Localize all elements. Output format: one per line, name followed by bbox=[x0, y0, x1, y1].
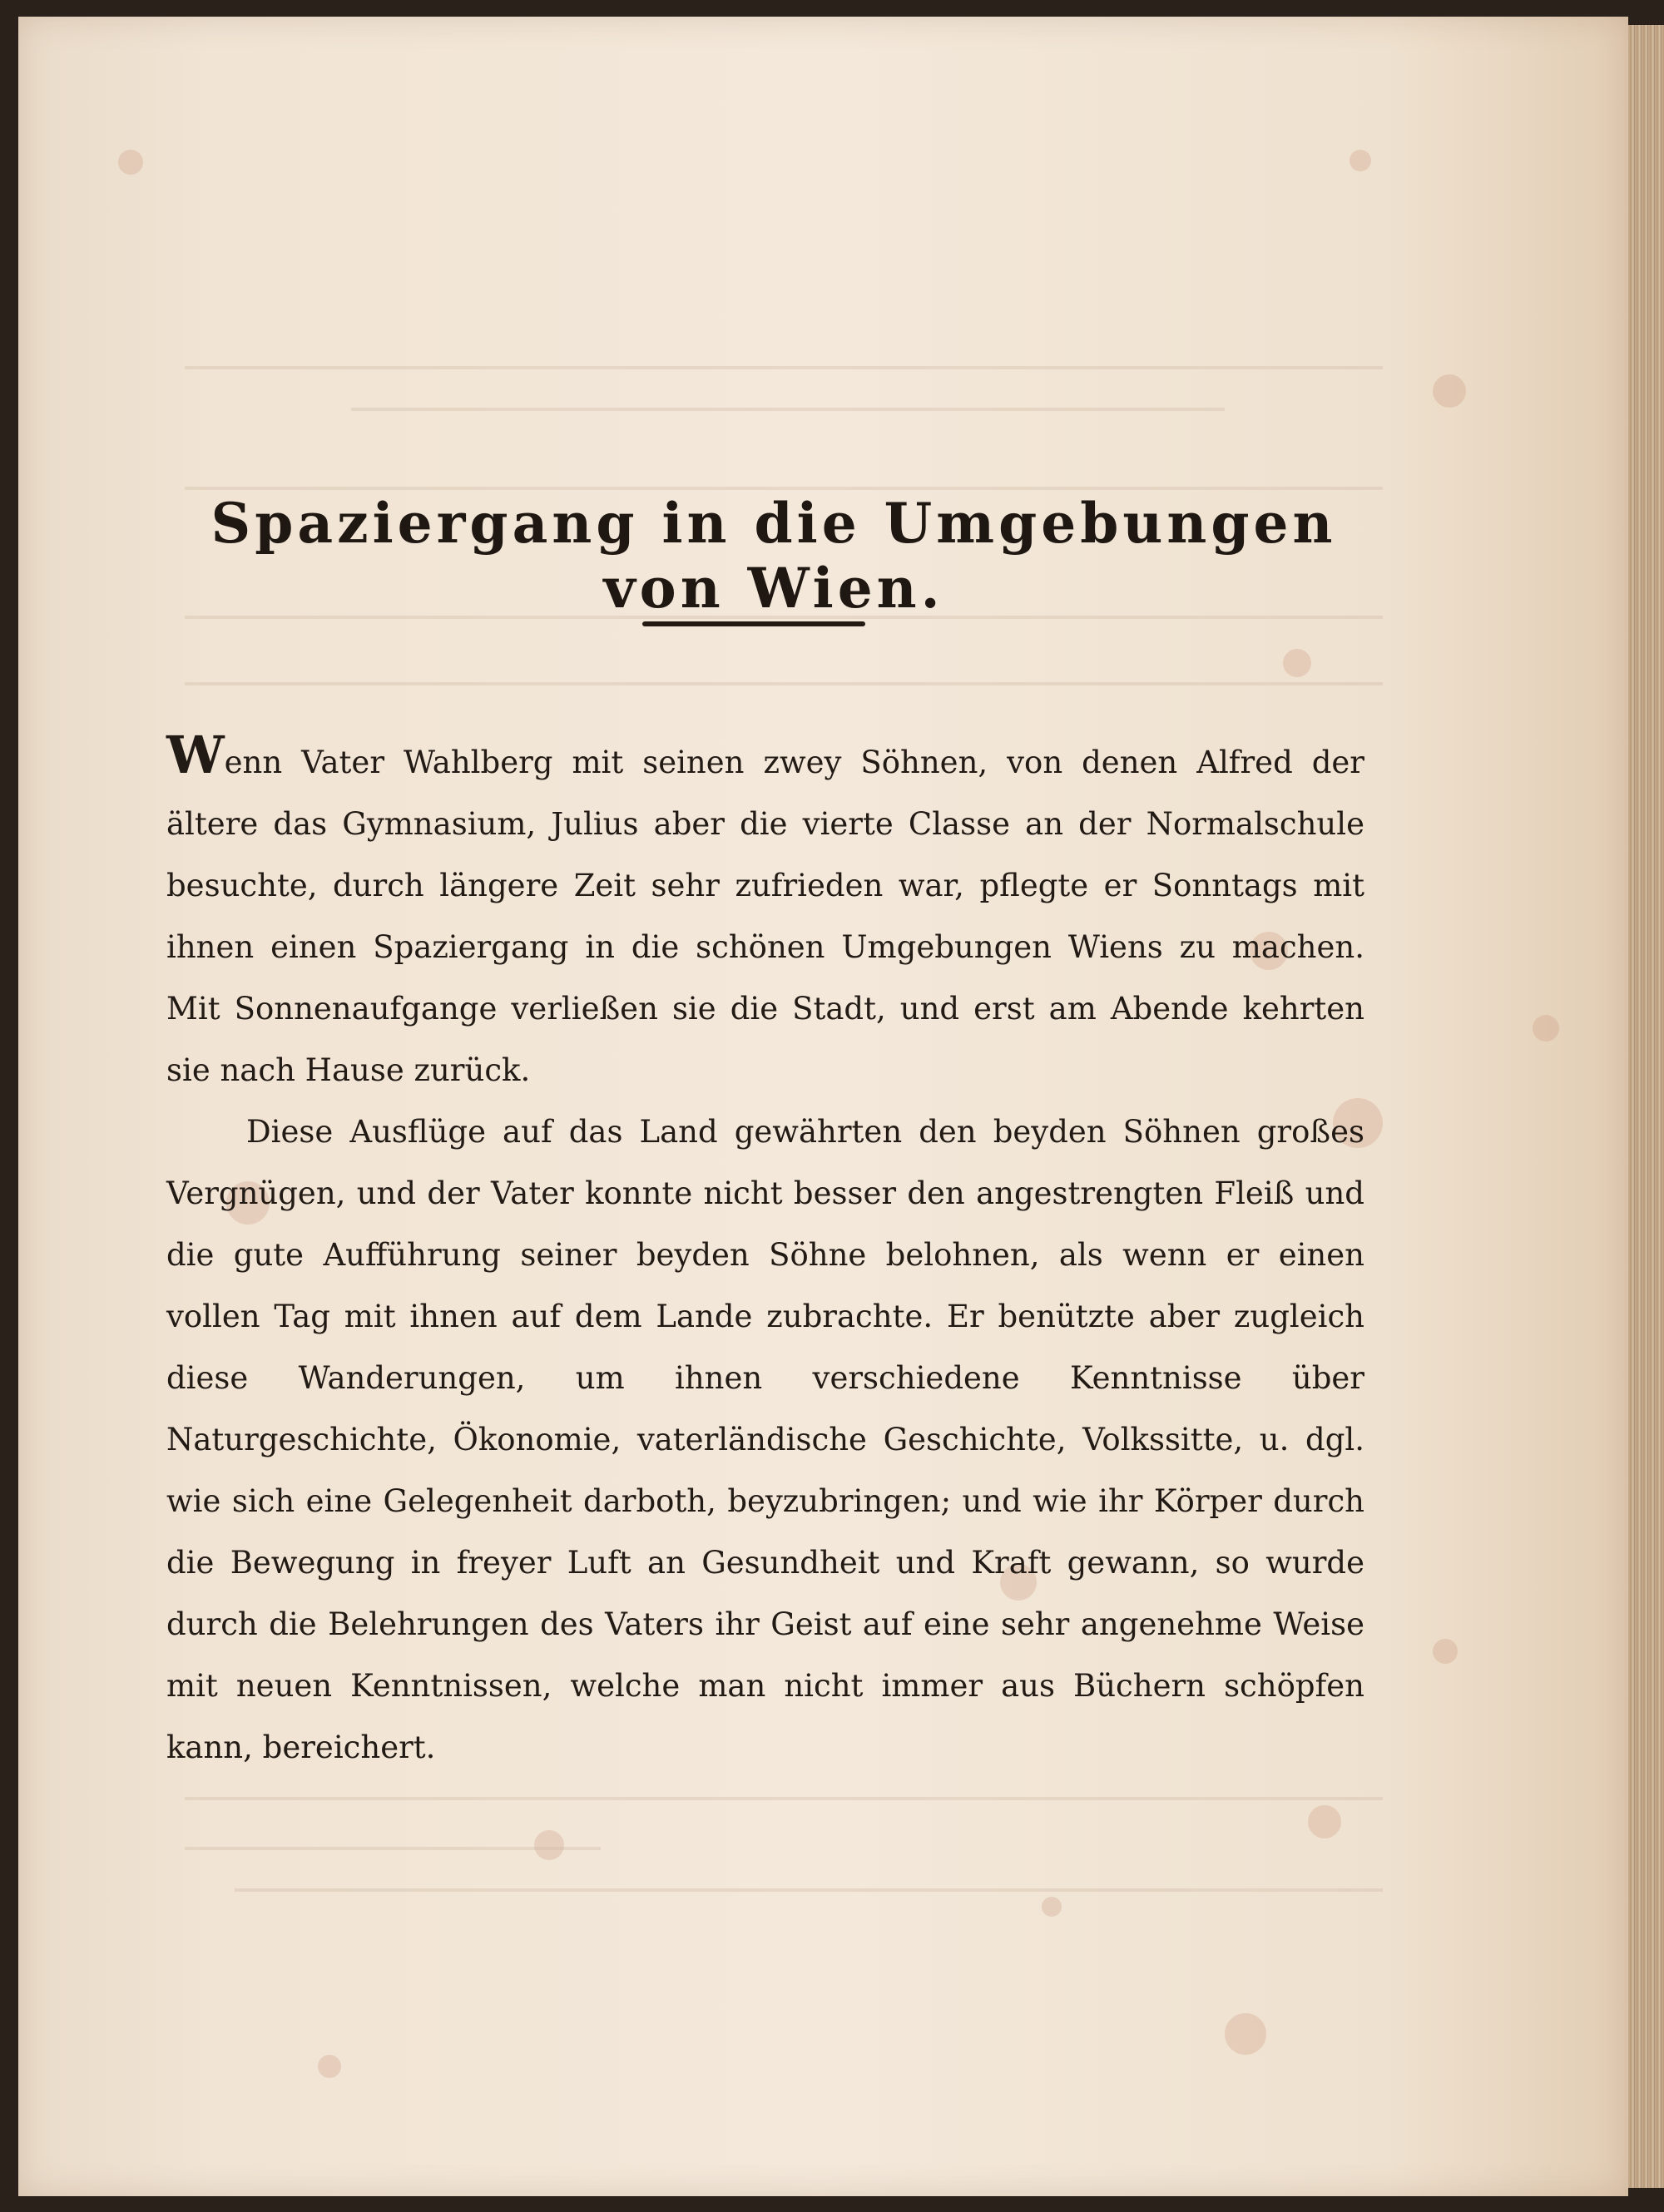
paragraph bbox=[166, 725, 1364, 1101]
foxing-stain bbox=[1308, 1805, 1341, 1838]
title-divider bbox=[642, 621, 865, 626]
foxing-stain bbox=[1042, 1897, 1062, 1917]
book-page-edges bbox=[1628, 25, 1664, 2188]
paragraph-text: Diese Ausflüge auf das Land gewährten den beyden Söhnen großes Vergnügen, und der Vater konnte nicht besser den angestrengten Fleiß und die gute Aufführung seiner beyden Söhne belohnen, als wenn er einen vollen Tag mit ihnen auf dem Lande zubrachte. Er benützte aber zugleich diese Wanderungen, um ihnen verschiedene Kenntnisse über Naturgeschichte, Ökonomie, vaterländische Geschichte, Volkssitte, u. dgl. wie sich eine Gelegenheit darboth, beyzubringen; und wie ihr Körper durch die Bewegung in freyer Luft an Gesundheit und Kraft gewann, so wurde durch die Belehrungen des Vaters ihr Geist auf eine sehr angenehme Weise mit neuen Kenntnissen, welche man nicht immer aus Büchern schöpfen kann, bereichert. bbox=[166, 1114, 1364, 1765]
foxing-stain bbox=[1433, 1639, 1458, 1664]
foxing-stain bbox=[318, 2055, 341, 2078]
bleed-through-line bbox=[185, 1847, 601, 1850]
page-title: Spaziergang in die Umgebungen von Wien. bbox=[210, 491, 1337, 621]
bleed-through-line bbox=[235, 1888, 1383, 1892]
bleed-through-line bbox=[185, 366, 1383, 369]
foxing-stain bbox=[1283, 649, 1311, 677]
body-text bbox=[166, 725, 1364, 1779]
paragraph-text: enn Vater Wahlberg mit seinen zwey Söhnen, von denen Alfred der ältere das Gymnasium, Julius aber die vierte Classe an der Normalschule besuchte, durch längere Zeit sehr zufrieden war, pflegte er Sonntags mit ihnen einen Spaziergang in die schönen Umgebungen Wiens zu machen. Mit Sonnenaufgange verließen sie die Stadt, und erst am Abende kehrten sie nach Hause zurück. bbox=[166, 745, 1364, 1088]
bleed-through-line bbox=[185, 487, 1383, 490]
foxing-stain bbox=[1225, 2013, 1266, 2055]
bleed-through-line bbox=[185, 1797, 1383, 1800]
foxing-stain bbox=[534, 1830, 564, 1860]
paragraph bbox=[166, 1101, 1364, 1779]
foxing-stain bbox=[1433, 374, 1466, 408]
drop-cap: W bbox=[166, 725, 225, 785]
foxing-stain bbox=[1350, 150, 1371, 171]
bleed-through-line bbox=[351, 408, 1225, 411]
foxing-stain bbox=[1533, 1015, 1559, 1042]
foxing-stain bbox=[118, 150, 143, 175]
bleed-through-line bbox=[185, 682, 1383, 685]
